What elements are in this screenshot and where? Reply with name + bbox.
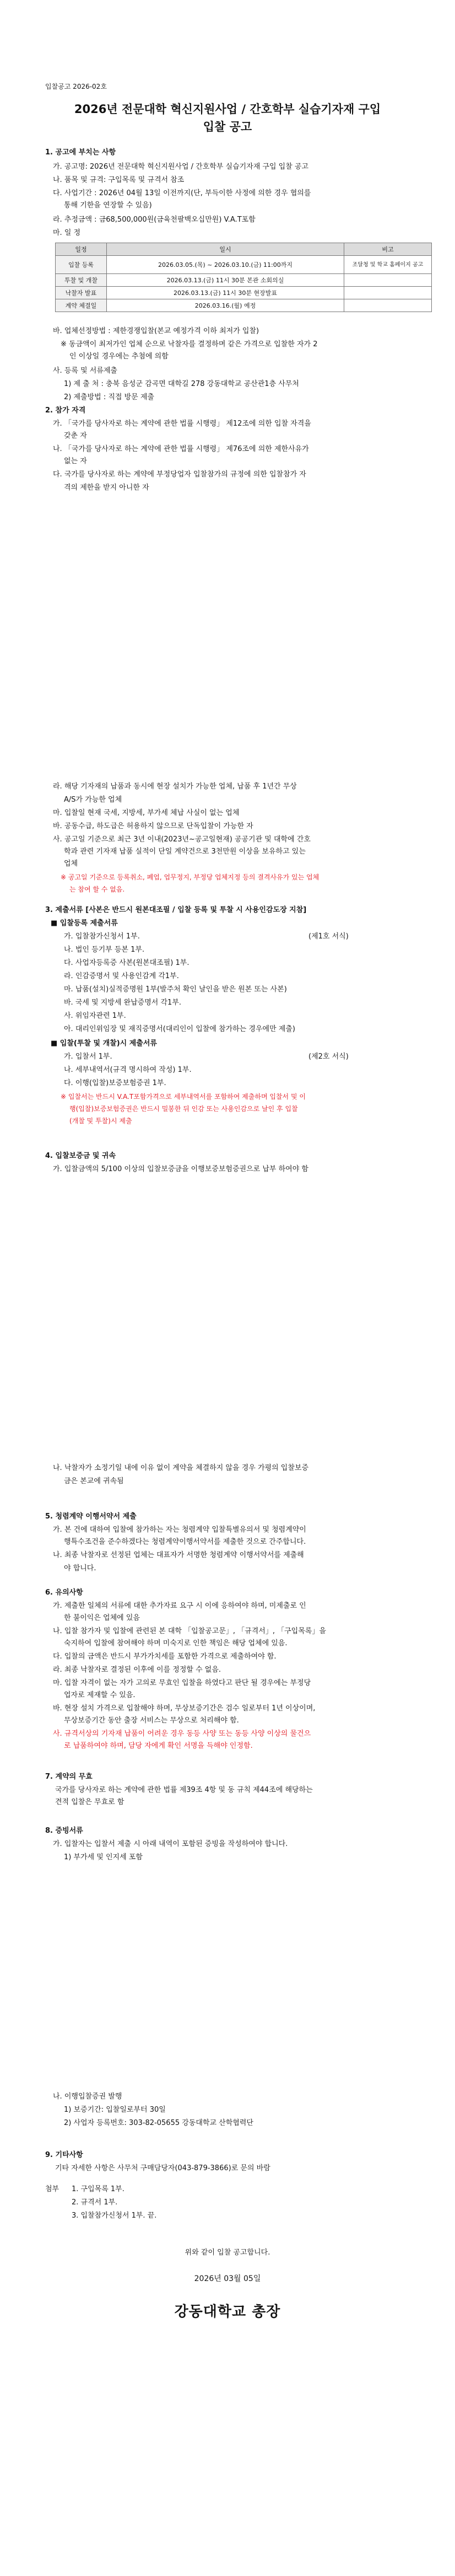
sec2-warning: 는 참여 할 수 없음. [69,886,125,893]
sec7-text: 견적 입찰은 무효로 함 [55,1798,124,1806]
sec2-item: 마. 입찰일 현재 국세, 지방세, 부가세 체납 사실이 없는 업체 [53,809,240,817]
sec2-item: 없는 자 [64,457,87,465]
schedule-date: 2026.03.05.(목) ~ 2026.03.10.(금) 11:00까지 [107,256,344,274]
attachment-item: 3. 입찰참가신청서 1부. 끝. [72,2212,157,2220]
schedule-name: 계약 체결일 [56,299,107,312]
section-9-heading: 9. 기타사항 [45,2151,83,2159]
sec3-item: 다. 이행(입찰)보증보험증권 1부. [64,1079,166,1087]
section-4-heading: 4. 입찰보증금 및 귀속 [45,1152,116,1160]
sec7-text: 국가를 당사자로 하는 계약에 관한 법률 제39조 4항 및 동 규칙 제44조에 해당하는 [55,1786,313,1794]
schedule-name: 낙찰자 발표 [56,287,107,299]
schedule-date: 2026.03.13.(금) 11시 30분 본관 소회의실 [107,274,344,287]
sec6-warning: 로 납품하여야 하며, 담당 자에게 확인 서명을 득해야 인정함. [64,1742,253,1750]
sec6-item: 나. 입찰 참가자 및 입찰에 관련된 본 대학 「입찰공고문」, 「규격서」, 「구입목록」을 [53,1627,326,1635]
sec3-item: 사. 위임자관련 1부. [64,1012,126,1020]
sec4-item: 나. 낙찰자가 소정기일 내에 이유 없이 계약을 체결하지 않을 경우 가평의 입찰보증 [53,1464,309,1472]
sec8-item: 나. 이행입찰증권 발행 [53,2092,122,2101]
schedule-date: 2026.03.13.(금) 11시 30분 현장발표 [107,287,344,299]
sec3-subheading: ■ 입찰등록 제출서류 [51,919,118,927]
section-7-heading: 7. 계약의 무효 [45,1773,93,1781]
sec2-item: 나. 「국가를 당사자로 하는 계약에 관한 법률 시행령」 제76조에 의한 제한사유가 [53,445,309,453]
section-8-heading: 8. 증빙서류 [45,1827,83,1835]
section-2-heading: 2. 참가 자격 [45,406,86,415]
sec6-item: 라. 최종 낙찰자로 결정된 이후에 이를 정정할 수 없음. [53,1666,221,1674]
sec1-item: 마. 일 정 [53,229,81,237]
sec3-item: 가. 입찰참가신청서 1부. [64,932,140,941]
table-row [56,299,432,312]
sec3-subheading: ■ 입찰(투찰 및 개찰)시 제출서류 [51,1039,157,1048]
sec2-item: 학과 관련 기자재 납품 실적이 단일 계약건으로 3천만원 이상을 보유하고 있는 [64,847,306,856]
sec2-item: 가. 「국가를 당사자로 하는 계약에 관한 법률 시행령」 제12조에 의한 입찰 자격을 [53,420,311,428]
sec1-subitem: 2) 제출방법 : 직접 방문 제출 [64,393,154,401]
schedule-note [344,287,432,299]
sec3-form-note: (제1호 서식) [308,932,349,941]
schedule-date: 2026.03.16.(월) 예정 [107,299,344,312]
sec2-item: A/S가 가능한 업체 [64,796,122,804]
sec8-subitem: 2) 사업자 등록번호: 303-82-05655 강동대학교 산학협력단 [64,2119,253,2127]
sec6-item: 바. 현장 설치 가격으로 입찰해야 하며, 무상보증기간은 검수 일로부터 1년 이상이며, [53,1704,316,1713]
sec2-item: 갖춘 자 [64,432,87,440]
sec5-item: 가. 본 건에 대하여 입찰에 참가하는 자는 청렴계약 입찰특별유의서 및 청렴계약이 [53,1526,306,1534]
sec3-item: 나. 세부내역서(규격 명시하여 작성) 1부. [64,1066,192,1074]
announcement-date: 2026년 03월 05일 [194,2274,261,2283]
sec6-item: 무상보증기간 동안 출장 서비스는 무상으로 처리해야 함. [64,1716,239,1725]
sec3-item: 라. 인감증명서 및 사용인감계 각1부. [64,972,179,980]
sec3-warning: (개찰 및 투찰)시 제출 [69,1117,132,1125]
sec2-item: 라. 해당 기자재의 납품과 동시에 현장 설치가 가능한 업체, 납품 후 1년간 무상 [53,782,297,791]
attachment-item: 1. 구입목록 1부. [72,2185,124,2193]
table-row [56,274,432,287]
sec3-item: 바. 국세 및 지방세 완납증명서 각1부. [64,999,182,1007]
sec1-note: 인 이상일 경우에는 추첨에 의함 [69,352,169,361]
sec1-item: 가. 공고명: 2026년 전문대학 혁신지원사업 / 간호학부 실습기자재 구입 입찰 공고 [53,163,309,171]
sec1-item: 나. 품목 및 규격: 구입목록 및 규격서 참조 [53,176,185,184]
sec2-item: 격의 제한을 받지 아니한 자 [64,484,149,492]
sec3-item: 마. 납품(설치)실적증명원 1부(발주처 확인 날인을 받은 원본 또는 사본) [64,985,287,994]
sec8-item: 가. 입찰자는 입찰서 제출 시 아래 내역이 포함된 증빙을 작성하여야 합니다. [53,1840,288,1848]
table-row [56,256,432,274]
sec6-item: 가. 제출한 일체의 서류에 대한 추가자료 요구 시 이에 응하여야 하며, 미제출로 인 [53,1602,306,1610]
sec6-item: 마. 입찰 자격이 없는 자가 고의로 무효인 입찰을 하였다고 판단 될 경우에는 부정당 [53,1679,311,1687]
sec2-item: 업체 [64,860,78,868]
sec3-warning: 행(입찰)보증보험증권은 반드시 밀봉한 뒤 인감 또는 사용인감으로 날인 후 입찰 [69,1105,298,1113]
section-6-heading: 6. 유의사항 [45,1588,83,1597]
sec1-item: 다. 사업기간 : 2026년 04월 13일 이전까지(단, 부득이한 사정에 의한 경우 협의를 [53,189,311,197]
schedule-note: 조달청 및 학교 홈페이지 공고 [344,256,432,274]
sec3-item: 가. 입찰서 1부. [64,1053,112,1061]
sec8-subitem: 1) 부가세 및 인지세 포함 [64,1853,143,1861]
sec4-item: 가. 입찰금액의 5/100 이상의 입찰보증금을 이행보증보험증권으로 납부 하여야 함 [53,1165,308,1173]
schedule-name: 투찰 및 개찰 [56,274,107,287]
sec9-text: 기타 자세한 사항은 사무처 구매담당자(043-879-3866)로 문의 바람 [55,2164,270,2172]
closing-text: 위와 같이 입찰 공고합니다. [185,2248,270,2257]
sec6-item: 업자로 제재할 수 있음. [64,1691,136,1699]
attachments-label: 첨부 [45,2185,59,2193]
sec6-item: 다. 입찰의 금액은 반드시 부가가치세를 포함한 가격으로 제출하여야 함. [53,1652,277,1661]
sec1-item: 사. 등록 및 서류제출 [53,367,117,375]
sec2-item: 바. 공동수급, 하도급은 허용하지 않으므로 단독입찰이 가능한 자 [53,822,253,830]
sec2-item: 사. 공고일 기준으로 최근 3년 이내(2023년~공고일현재) 공공기관 및 대학에 간호 [53,835,311,844]
schedule-table [55,243,432,312]
doc-number: 입찰공고 2026-02호 [45,83,107,90]
schedule-header: 일정 [56,243,107,256]
schedule-note [344,299,432,312]
sec1-item: 라. 추정금액 : 금68,500,000원(금육천팔백오십만원) V.A.T포함 [53,216,256,224]
sec3-warning: ※ 입찰서는 반드시 V.A.T포함가격으로 세부내역서를 포함하여 제출하며 입찰서 및 이 [61,1093,306,1101]
schedule-header: 일시 [107,243,344,256]
page-title-sub: 입찰 공고 [203,120,252,133]
schedule-note [344,274,432,287]
attachment-item: 2. 규격서 1부. [72,2198,118,2207]
schedule-name: 입찰 등록 [56,256,107,274]
sec3-form-note: (제2호 서식) [308,1053,349,1061]
sec1-note: ※ 동금액이 최저가인 업체 순으로 낙찰자를 결정하며 같은 가격으로 입찰한 자가 2 [61,340,318,348]
sec1-item: 바. 업체선정방법 : 제한경쟁입찰(본교 예정가격 이하 최저가 입찰) [53,327,259,335]
sec4-item: 금은 본교에 귀속됨 [64,1477,124,1485]
sec6-item: 숙지하여 입찰에 참여해야 하며 미숙지로 인한 책임은 해당 업체에 있음. [64,1639,288,1647]
section-3-heading: 3. 제출서류 [사본은 반드시 원본대조필 / 입찰 등록 및 투찰 시 사용인감도장 지참] [45,906,307,914]
sec6-warning: 사. 규격서상의 기자재 납품이 어려운 경우 동등 사양 또는 동등 사양 이상의 물건으 [53,1730,311,1738]
sec3-item: 나. 법인 등기부 등본 1부. [64,946,145,954]
schedule-header: 비고 [344,243,432,256]
sec3-item: 아. 대리인위임장 및 재직증명서(대리인이 입찰에 참가하는 경우에만 제출) [64,1025,295,1033]
table-row [56,287,432,299]
sec5-item: 행특수조건을 준수하겠다는 청렴계약이행서약서를 제출한 것으로 간주합니다. [64,1538,306,1546]
sec1-subitem: 1) 제 출 처 : 충북 음성군 감곡면 대학길 278 강동대학교 공산관1층 사무처 [64,380,299,388]
page-title: 2026년 전문대학 혁신지원사업 / 간호학부 실습기자재 구입 [74,103,381,116]
sec8-subitem: 1) 보증기간: 입찰일로부터 30일 [64,2106,166,2114]
section-5-heading: 5. 청렴계약 이행서약서 제출 [45,1512,137,1521]
sec5-item: 나. 최종 낙찰자로 선정된 업체는 대표자가 서명한 청렴계약 이행서약서를 제출해 [53,1551,304,1559]
sec5-item: 야 합니다. [64,1564,96,1573]
sec2-warning: ※ 공고일 기준으로 등록취소, 폐업, 업무정지, 부정당 업체지정 등의 결격사유가 있는 업체 [61,873,319,881]
section-1-heading: 1. 공고에 부치는 사항 [45,148,116,157]
sec2-item: 다. 국가를 당사자로 하는 계약에 부정당업자 입찰참가의 규정에 의한 입찰참가 자 [53,470,306,479]
sec3-item: 다. 사업자등록증 사본(원본대조필) 1부. [64,959,189,967]
sec1-item: 통해 기한을 연장할 수 있음) [64,201,152,210]
signer-name: 강동대학교 총장 [174,2304,281,2320]
sec6-item: 한 불이익은 업체에 있음 [64,1614,140,1622]
